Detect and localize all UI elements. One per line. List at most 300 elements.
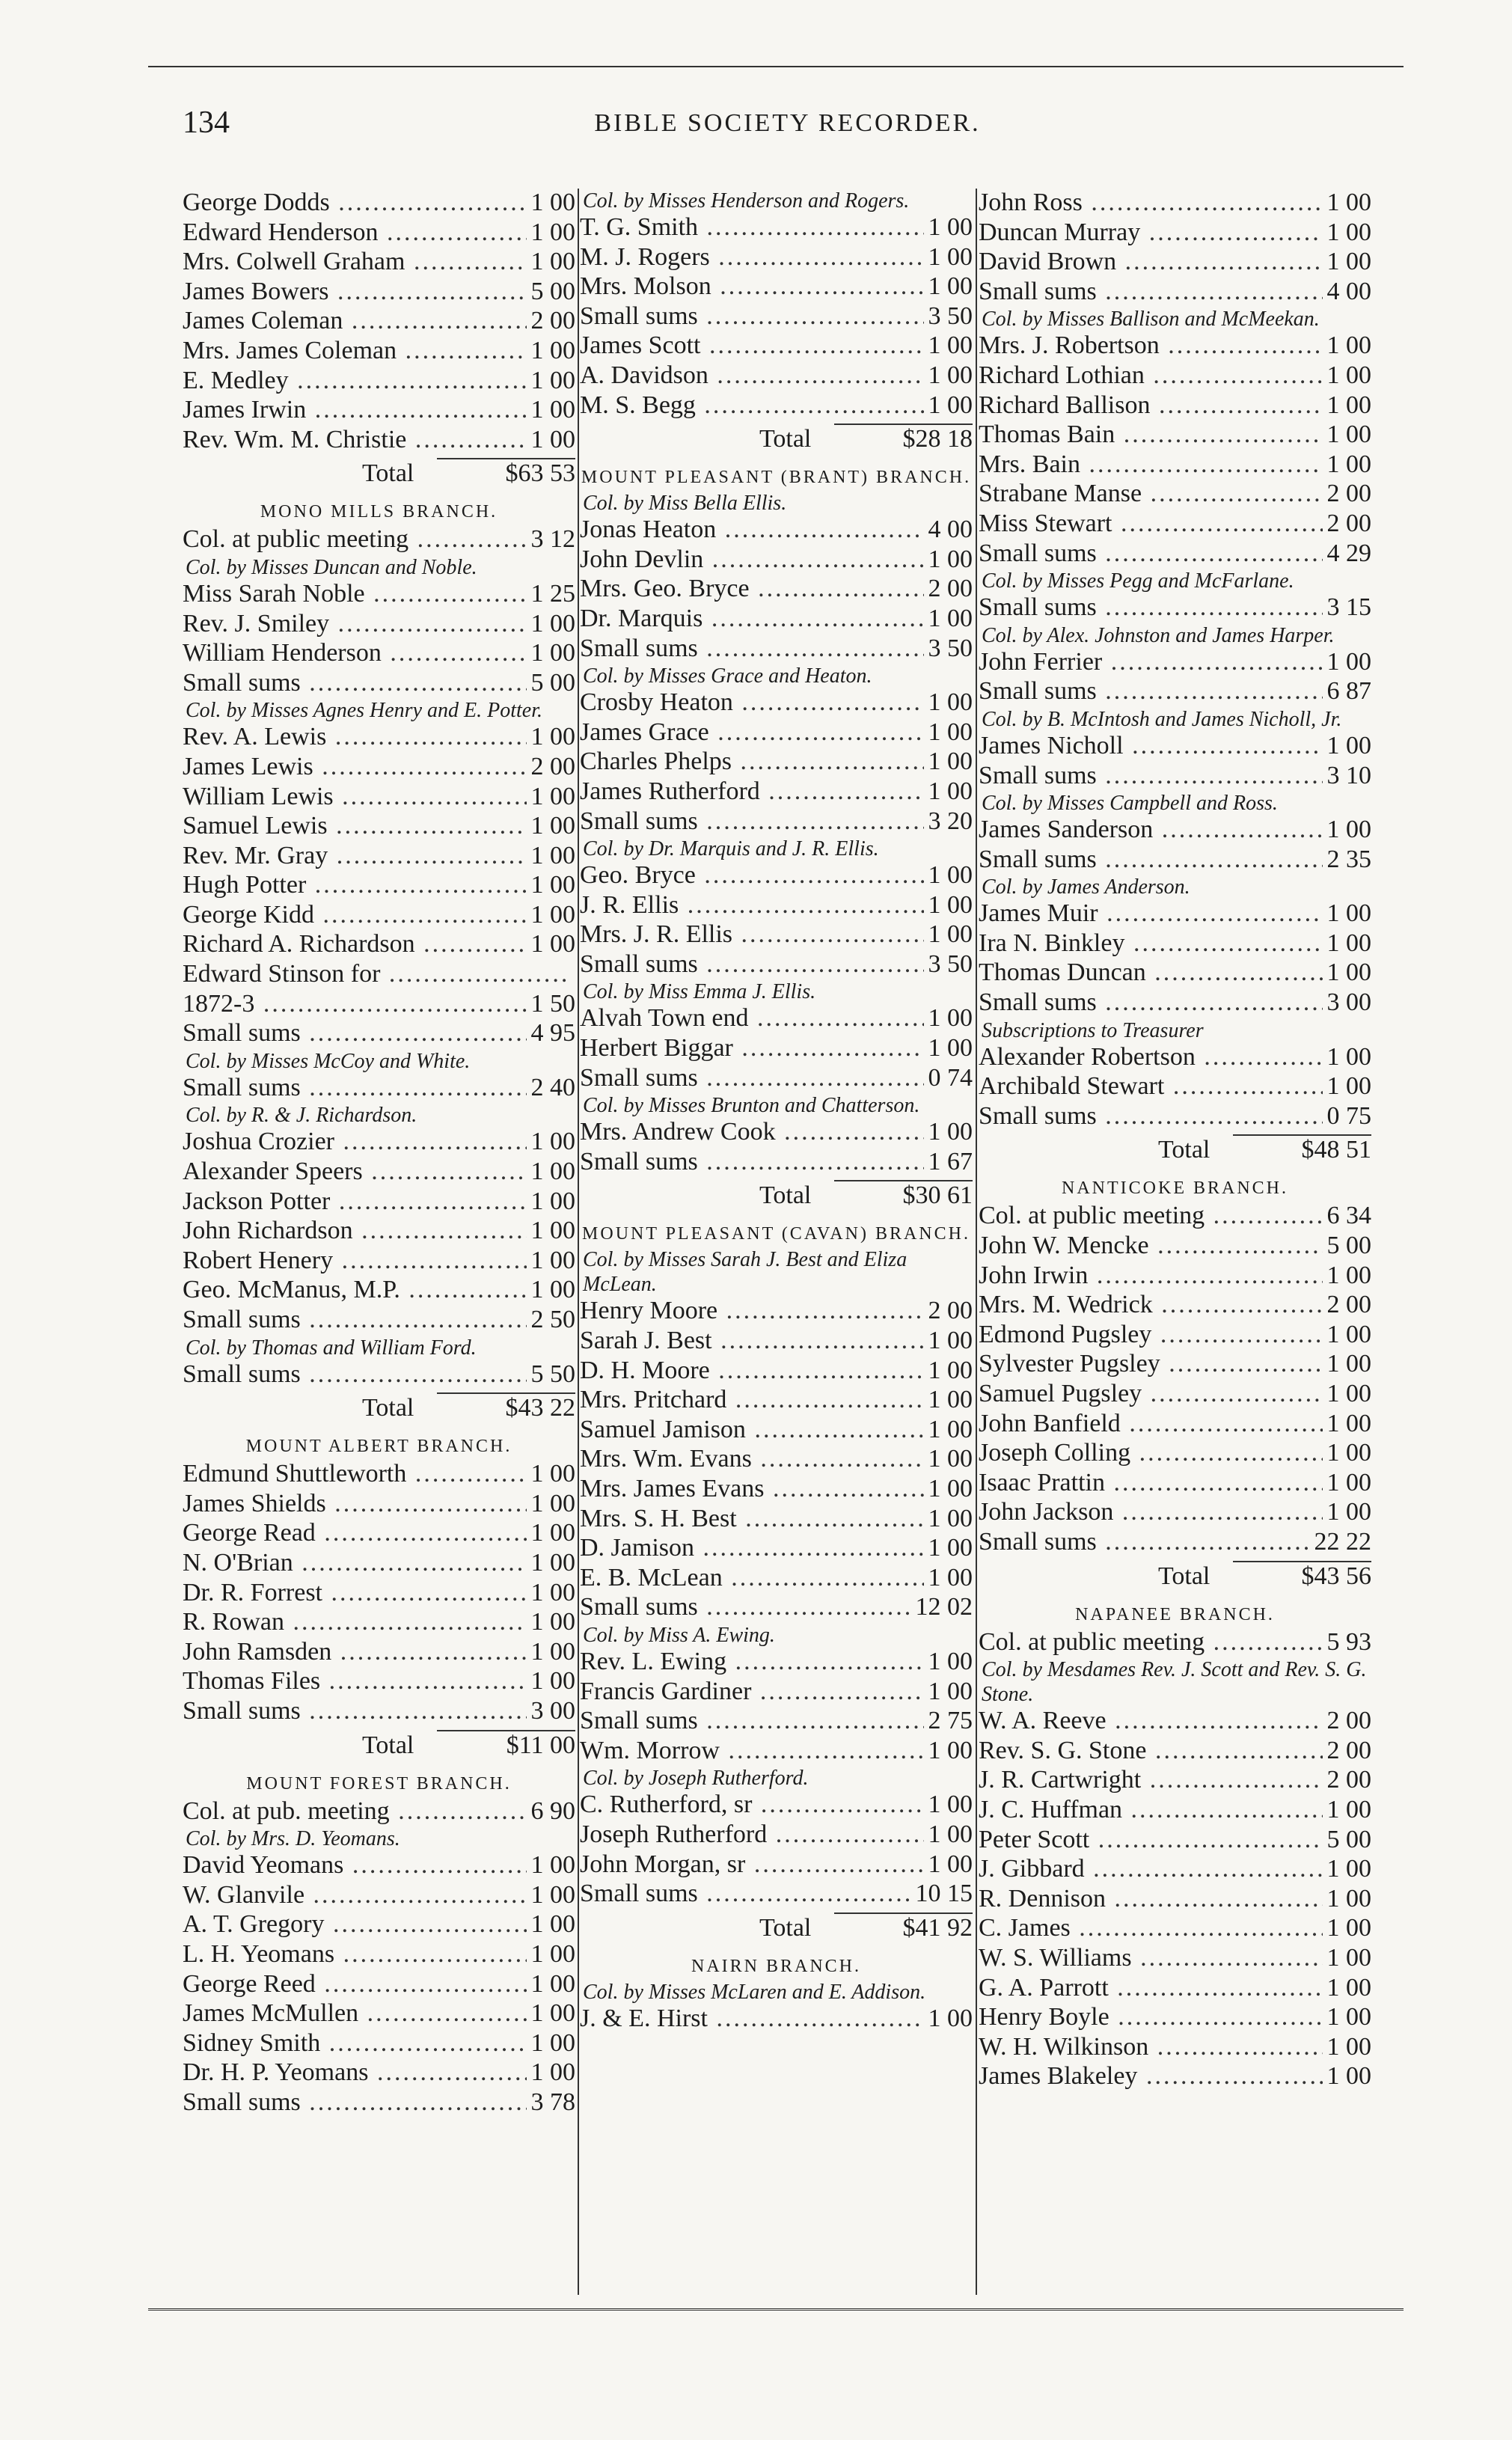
list-item xyxy=(580,302,973,332)
list-item xyxy=(979,958,1371,988)
list-item xyxy=(979,1707,1371,1737)
collector-note: Col. by Misses Agnes Henry and E. Potter. xyxy=(186,699,542,723)
amount: 1 00 xyxy=(924,1475,973,1503)
subscriber-name: Small sums ..... xyxy=(979,278,1323,306)
list-item xyxy=(183,1276,575,1306)
subscriber-name: John Banfield ..... xyxy=(979,1410,1323,1438)
amount: 1 00 xyxy=(924,1445,973,1473)
collector-note: Col. by Miss A. Ewing. xyxy=(583,1623,775,1647)
subscriber-name: John Ramsden ..... xyxy=(183,1638,527,1666)
list-item xyxy=(580,1357,973,1386)
amount: 1 25 xyxy=(527,580,576,608)
subscriber-name: Small sums ..... xyxy=(979,593,1323,622)
list-item xyxy=(979,1498,1371,1528)
amount: 1 00 xyxy=(527,396,576,424)
list-item xyxy=(183,525,575,555)
list-item xyxy=(183,871,575,901)
subscriber-name: James Nicholl ..... xyxy=(979,732,1323,760)
amount: 3 00 xyxy=(527,1697,576,1725)
collector-note: Col. by Misses Ballison and McMeekan. xyxy=(982,308,1320,331)
subscriber-name: Peter Scott ..... xyxy=(979,1826,1323,1854)
amount: 1 00 xyxy=(924,861,973,890)
subscriber-name: Col. at public meeting ..... xyxy=(183,525,527,554)
list-item xyxy=(979,1072,1371,1102)
list-item xyxy=(979,677,1371,707)
list-item xyxy=(183,1306,575,1336)
branch-total xyxy=(1158,1561,1371,1601)
subscriber-name: James Muir ..... xyxy=(979,899,1323,928)
total-label: Total xyxy=(362,1731,414,1759)
subscriber-name: Small sums ..... xyxy=(979,988,1323,1017)
list-item xyxy=(183,1490,575,1520)
list-item xyxy=(183,1019,575,1049)
subscriber-name: Small sums ..... xyxy=(979,677,1323,706)
amount: 1 00 xyxy=(1323,732,1372,760)
total-amount: $30 61 xyxy=(902,1181,973,1210)
subscriber-name: Small sums ..... xyxy=(979,1528,1310,1556)
amount: 1 00 xyxy=(527,1217,576,1245)
amount: 1 00 xyxy=(1323,648,1372,676)
amount: 1 00 xyxy=(527,1276,576,1304)
subscriber-name: Joseph Rutherford ..... xyxy=(580,1820,924,1849)
subscriber-name: Mrs. Wm. Evans ..... xyxy=(580,1445,924,1473)
list-item xyxy=(979,1291,1371,1321)
collector-note: Col. by Misses Brunton and Chatterson. xyxy=(583,1094,920,1118)
amount: 1 00 xyxy=(527,901,576,929)
list-item xyxy=(580,605,973,635)
amount: 1 00 xyxy=(527,367,576,395)
subscriber-name: James Lewis ..... xyxy=(183,753,527,781)
amount: 1 00 xyxy=(1323,1072,1372,1101)
list-item xyxy=(183,189,575,218)
list-item xyxy=(979,421,1371,450)
amount: 1 00 xyxy=(527,1667,576,1696)
subscriber-name: Small sums ..... xyxy=(580,1148,924,1176)
amount: 1 00 xyxy=(924,1791,973,1819)
list-item xyxy=(183,426,575,456)
list-item xyxy=(183,960,575,990)
amount: 1 00 xyxy=(1323,1043,1372,1071)
amount: 3 50 xyxy=(924,635,973,663)
subscriber-name: Small sums ..... xyxy=(580,950,924,979)
subscriber-name: Rev. S. G. Stone ..... xyxy=(979,1737,1323,1765)
amount: 1 00 xyxy=(1323,1944,1372,1972)
subscriber-name: John W. Mencke ..... xyxy=(979,1232,1323,1260)
list-item xyxy=(979,218,1371,248)
amount: 1 00 xyxy=(1323,189,1372,217)
list-item xyxy=(580,747,973,777)
subscriber-name: Wm. Morrow ..... xyxy=(580,1737,924,1765)
list-item xyxy=(979,331,1371,361)
branch-heading: NAPANEE BRANCH. xyxy=(1075,1604,1275,1624)
subscriber-name: Mrs. J. R. Ellis ..... xyxy=(580,920,924,949)
list-item xyxy=(183,396,575,426)
list-item xyxy=(580,1064,973,1094)
amount: 1 00 xyxy=(924,1386,973,1414)
list-item xyxy=(183,307,575,337)
subscriber-name: Isaac Prattin ..... xyxy=(979,1469,1323,1497)
list-item xyxy=(580,213,973,243)
list-item xyxy=(183,1910,575,1940)
list-item xyxy=(580,391,973,421)
subscriber-name: Rev. A. Lewis ..... xyxy=(183,723,527,751)
list-item xyxy=(580,861,973,891)
list-item xyxy=(979,1380,1371,1410)
subscriber-name: Small sums ..... xyxy=(183,669,527,697)
list-item xyxy=(979,1737,1371,1767)
subscriber-name: Mrs. Colwell Graham ..... xyxy=(183,248,527,276)
subscriber-name: William Lewis ..... xyxy=(183,783,527,811)
subscriber-name: W. A. Reeve ..... xyxy=(979,1707,1323,1735)
amount: 2 35 xyxy=(1323,846,1372,874)
subscriber-name: Strabane Manse ..... xyxy=(979,480,1323,508)
amount: 4 00 xyxy=(1323,278,1372,306)
list-item xyxy=(183,639,575,669)
subscriber-name: Mrs. Pritchard ..... xyxy=(580,1386,924,1414)
amount: 2 00 xyxy=(1323,1291,1372,1319)
list-item xyxy=(979,361,1371,391)
total-amount: $63 53 xyxy=(505,459,575,488)
list-item xyxy=(580,807,973,837)
list-item xyxy=(979,1232,1371,1262)
amount: 1 00 xyxy=(527,1158,576,1186)
list-item xyxy=(183,1851,575,1881)
amount: 1 67 xyxy=(924,1148,973,1176)
total-label: Total xyxy=(362,459,414,488)
subscriber-name: Rev. Wm. M. Christie ..... xyxy=(183,426,527,454)
collector-note: Col. by Miss Bella Ellis. xyxy=(583,492,787,516)
amount: 3 15 xyxy=(1323,593,1372,622)
amount: 1 00 xyxy=(527,426,576,454)
list-item xyxy=(580,1034,973,1064)
subscriber-name: W. H. Wilkinson ..... xyxy=(979,2033,1323,2061)
collector-note: Col. by Misses McLaren and E. Addison. xyxy=(583,1980,926,2004)
list-item xyxy=(580,1416,973,1446)
list-item xyxy=(580,1445,973,1475)
amount: 1 00 xyxy=(924,605,973,633)
amount: 1 00 xyxy=(924,1505,973,1533)
amount: 1 00 xyxy=(924,891,973,920)
branch-heading: NANTICOKE BRANCH. xyxy=(1062,1178,1288,1199)
amount: 1 00 xyxy=(1323,1410,1372,1438)
list-item xyxy=(580,243,973,273)
subscriber-name: George Read ..... xyxy=(183,1519,527,1547)
subscriber-name: Henry Boyle ..... xyxy=(979,2003,1323,2031)
list-item xyxy=(183,1519,575,1549)
subscriber-name: Col. at public meeting ..... xyxy=(979,1202,1323,1230)
list-item xyxy=(183,580,575,610)
branch-heading: MONO MILLS BRANCH. xyxy=(260,502,498,522)
subscriber-name: Edward Stinson for ..... xyxy=(183,960,571,988)
subscriber-name: Alexander Robertson ..... xyxy=(979,1043,1323,1071)
amount: 1 00 xyxy=(924,1850,973,1879)
amount: 2 40 xyxy=(527,1074,576,1102)
collector-note: Col. by R. & J. Richardson. xyxy=(186,1104,417,1128)
list-item xyxy=(183,1460,575,1490)
list-item xyxy=(580,1004,973,1034)
amount: 1 00 xyxy=(527,1247,576,1275)
list-item xyxy=(580,575,973,605)
total-label: Total xyxy=(362,1394,414,1422)
list-item xyxy=(183,1128,575,1158)
list-item xyxy=(183,2029,575,2059)
total-amount: $28 18 xyxy=(902,425,973,453)
subscriber-name: Henry Moore ..... xyxy=(580,1297,924,1325)
branch-heading: MOUNT PLEASANT (CAVAN) BRANCH. xyxy=(582,1224,970,1244)
list-item xyxy=(979,1469,1371,1499)
amount: 1 00 xyxy=(527,783,576,811)
amount: 1 00 xyxy=(1323,421,1372,449)
list-item xyxy=(580,950,973,980)
subscriber-name: D. H. Moore ..... xyxy=(580,1357,924,1385)
amount: 2 00 xyxy=(924,1297,973,1325)
amount: 3 20 xyxy=(924,807,973,836)
list-item xyxy=(979,1202,1371,1232)
total-label: Total xyxy=(759,1913,812,1942)
subscriber-name: J. R. Cartwright ..... xyxy=(979,1766,1323,1794)
subscriber-name: John Jackson ..... xyxy=(979,1498,1323,1526)
subscriber-name: Samuel Pugsley ..... xyxy=(979,1380,1323,1408)
list-item xyxy=(580,1850,973,1880)
amount: 5 50 xyxy=(527,1360,576,1389)
amount: 1 00 xyxy=(924,1416,973,1444)
amount: 2 00 xyxy=(1323,510,1372,538)
list-item xyxy=(183,1697,575,1727)
list-item xyxy=(580,920,973,950)
subscriber-name: Edward Henderson ..... xyxy=(183,218,527,247)
subscriber-name: Small sums ..... xyxy=(979,846,1323,874)
amount: 2 00 xyxy=(1323,1766,1372,1794)
amount: 1 00 xyxy=(527,337,576,365)
list-item xyxy=(580,1386,973,1416)
amount: 1 00 xyxy=(527,1608,576,1636)
subscriber-name: Archibald Stewart ..... xyxy=(979,1072,1323,1101)
amount: 1 00 xyxy=(1323,2033,1372,2061)
subscriber-name: Thomas Files ..... xyxy=(183,1667,527,1696)
list-item xyxy=(979,248,1371,278)
list-item xyxy=(183,218,575,248)
list-item xyxy=(183,1970,575,2000)
amount: 1 00 xyxy=(924,1327,973,1355)
list-item xyxy=(979,189,1371,218)
list-item xyxy=(979,1855,1371,1885)
subscriber-name: Ira N. Binkley ..... xyxy=(979,929,1323,958)
amount: 1 00 xyxy=(527,610,576,638)
amount: 1 00 xyxy=(1323,1350,1372,1378)
list-item xyxy=(183,990,575,1020)
subscriber-name: Small sums ..... xyxy=(580,1593,911,1621)
amount: 1 00 xyxy=(1323,1469,1372,1497)
subscriber-name: R. Rowan ..... xyxy=(183,1608,527,1636)
subscriber-name: Sarah J. Best ..... xyxy=(580,1327,924,1355)
list-item xyxy=(979,846,1371,875)
subscriber-name: Dr. H. P. Yeomans ..... xyxy=(183,2058,527,2087)
subscriber-name: J. Gibbard ..... xyxy=(979,1855,1323,1883)
subscriber-name: Jackson Potter ..... xyxy=(183,1187,527,1216)
subscriber-name: Samuel Jamison ..... xyxy=(580,1416,924,1444)
subscriber-name: Small sums ..... xyxy=(183,1019,527,1048)
amount: 1 00 xyxy=(1323,2003,1372,2031)
subscriber-name: Small sums ..... xyxy=(580,1064,924,1092)
amount: 1 00 xyxy=(924,1118,973,1146)
total-label: Total xyxy=(1158,1136,1210,1164)
subscriber-name: Col. at pub. meeting ..... xyxy=(183,1797,527,1826)
amount: 1 00 xyxy=(527,1128,576,1156)
list-item xyxy=(183,842,575,872)
subscriber-name: Dr. R. Forrest ..... xyxy=(183,1579,527,1607)
branch-total xyxy=(362,458,575,498)
amount: 1 00 xyxy=(1323,2062,1372,2091)
list-item xyxy=(979,1321,1371,1351)
list-item xyxy=(183,1187,575,1217)
list-item xyxy=(580,516,973,545)
amount: 5 00 xyxy=(527,669,576,697)
list-item xyxy=(979,278,1371,308)
amount: 1 00 xyxy=(1323,958,1372,987)
list-item xyxy=(580,1880,973,1910)
subscriber-name: Small sums ..... xyxy=(183,1697,527,1725)
list-item xyxy=(979,1439,1371,1469)
branch-total xyxy=(759,1912,973,1953)
amount: 1 00 xyxy=(924,1357,973,1385)
total-label: Total xyxy=(1158,1562,1210,1590)
subscriber-name: Mrs. James Coleman ..... xyxy=(183,337,527,365)
subscriber-name: J. & E. Hirst ..... xyxy=(580,2005,924,2033)
subscriber-name: Joshua Crozier ..... xyxy=(183,1128,527,1156)
amount: 2 00 xyxy=(1323,1737,1372,1765)
amount: 1 00 xyxy=(924,2005,973,2033)
collector-note: Col. by Misses McCoy and White. xyxy=(186,1049,471,1073)
amount: 1 00 xyxy=(527,1579,576,1607)
subscriber-name: Mrs. Andrew Cook ..... xyxy=(580,1118,924,1146)
subscriber-name: Small sums ..... xyxy=(979,1102,1323,1131)
subscriber-name: Thomas Duncan ..... xyxy=(979,958,1323,987)
subscriber-name: David Brown ..... xyxy=(979,248,1323,276)
collector-note: Col. by Alex. Johnston and James Harper. xyxy=(982,623,1335,647)
list-item xyxy=(580,545,973,575)
bottom-rule xyxy=(148,2308,1404,2311)
subscriber-name: Thomas Bain ..... xyxy=(979,421,1323,449)
list-item xyxy=(979,1766,1371,1796)
list-item xyxy=(183,930,575,960)
subscriber-name: Small sums ..... xyxy=(979,762,1323,790)
amount: 1 00 xyxy=(1323,1974,1372,2002)
amount: 1 00 xyxy=(924,920,973,949)
amount: 1 00 xyxy=(527,1460,576,1488)
subscriber-name: Mrs. J. Robertson ..... xyxy=(979,331,1323,360)
collector-note: Col. by Joseph Rutherford. xyxy=(583,1767,809,1791)
subscriber-name: James Sanderson ..... xyxy=(979,816,1323,844)
amount: 0 75 xyxy=(1323,1102,1372,1131)
subscriber-name: Rev. Mr. Gray ..... xyxy=(183,842,527,870)
list-item xyxy=(183,2058,575,2088)
list-item xyxy=(580,1475,973,1505)
branch-heading: MOUNT PLEASANT (BRANT) BRANCH. xyxy=(581,468,972,488)
amount: 1 00 xyxy=(1323,1885,1372,1913)
amount: 5 00 xyxy=(1323,1826,1372,1854)
amount: 2 00 xyxy=(924,575,973,603)
list-item xyxy=(580,331,973,361)
amount: 1 00 xyxy=(924,777,973,806)
list-item xyxy=(979,1796,1371,1826)
amount: 1 00 xyxy=(527,1549,576,1577)
amount: 10 15 xyxy=(911,1880,973,1908)
amount: 1 00 xyxy=(527,1881,576,1910)
subscriber-name: E. Medley ..... xyxy=(183,367,527,395)
subscriber-name: R. Dennison ..... xyxy=(979,1885,1323,1913)
list-item xyxy=(979,2033,1371,2063)
subscriber-name: James Shields ..... xyxy=(183,1490,527,1518)
list-item xyxy=(979,391,1371,421)
subscriber-name: James Rutherford ..... xyxy=(580,777,924,806)
list-item xyxy=(979,762,1371,792)
amount: 1 00 xyxy=(1323,361,1372,390)
list-item xyxy=(183,1638,575,1668)
list-item xyxy=(183,1999,575,2029)
collector-note: Col. by Dr. Marquis and J. R. Ellis. xyxy=(583,837,879,861)
subscriber-name: Richard Lothian ..... xyxy=(979,361,1323,390)
list-item xyxy=(979,1885,1371,1915)
subscriber-name: James Irwin ..... xyxy=(183,396,527,424)
amount: 2 00 xyxy=(1323,1707,1372,1735)
collector-note: Col. by B. McIntosh and James Nicholl, Jr. xyxy=(982,707,1342,731)
amount: 1 00 xyxy=(1323,450,1372,479)
subscriber-name: John Ferrier ..... xyxy=(979,648,1323,676)
subscriber-name: Small sums ..... xyxy=(580,1707,924,1735)
list-item xyxy=(183,1797,575,1827)
subscriber-name: A. T. Gregory ..... xyxy=(183,1910,527,1939)
subscriber-name: J. R. Ellis ..... xyxy=(580,891,924,920)
list-item xyxy=(183,2088,575,2118)
list-item xyxy=(580,891,973,921)
list-item xyxy=(183,367,575,397)
collector-note: Col. by Misses Grace and Heaton. xyxy=(583,664,872,688)
amount: 6 34 xyxy=(1323,1202,1372,1230)
subscriber-name: E. B. McLean ..... xyxy=(580,1564,924,1592)
column-divider xyxy=(976,189,977,2295)
collector-note: Col. by Misses Pegg and McFarlane. xyxy=(982,569,1294,593)
amount: 1 00 xyxy=(1323,899,1372,928)
list-item xyxy=(183,901,575,931)
amount: 1 00 xyxy=(527,842,576,870)
subscriber-name: Duncan Murray ..... xyxy=(979,218,1323,247)
list-item xyxy=(580,1564,973,1594)
list-item xyxy=(183,1667,575,1697)
subscriber-name: 1872-3 ..... xyxy=(183,990,527,1018)
branch-heading: MOUNT ALBERT BRANCH. xyxy=(245,1437,512,1457)
amount: 12 02 xyxy=(911,1593,973,1621)
subscriber-name: John Richardson ..... xyxy=(183,1217,527,1245)
amount: 1 00 xyxy=(527,218,576,247)
amount: 1 00 xyxy=(924,1034,973,1062)
list-item xyxy=(979,648,1371,678)
amount: 1 00 xyxy=(924,213,973,242)
amount: 2 00 xyxy=(527,307,576,335)
subscriber-name: David Yeomans ..... xyxy=(183,1851,527,1880)
amount: 4 00 xyxy=(924,516,973,544)
amount: 1 50 xyxy=(527,990,576,1018)
amount: 1 00 xyxy=(924,688,973,717)
branch-heading: NAIRN BRANCH. xyxy=(691,1956,861,1976)
amount: 1 00 xyxy=(527,189,576,217)
list-item xyxy=(580,1678,973,1707)
list-item xyxy=(183,723,575,753)
subscriber-name: Herbert Biggar ..... xyxy=(580,1034,924,1062)
subscriber-name: Jonas Heaton ..... xyxy=(580,516,924,544)
subscriber-name: A. Davidson ..... xyxy=(580,361,924,390)
subscriber-name: W. Glanvile ..... xyxy=(183,1881,527,1910)
collector-note: Col. by Misses Henderson and Rogers. xyxy=(583,189,910,212)
